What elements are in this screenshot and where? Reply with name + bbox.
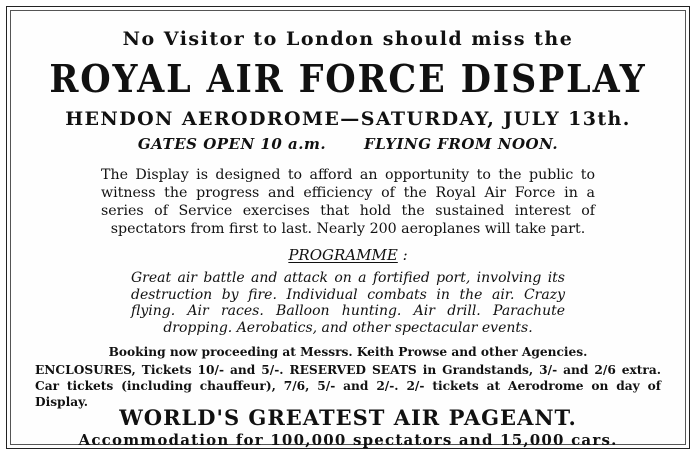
programme-heading-label: PROGRAMME [288, 246, 398, 264]
venue-and-date: HENDON AERODROME—SATURDAY, JULY 13th. [65, 108, 631, 130]
programme-heading [11, 246, 685, 264]
gates-open-time: GATES OPEN 10 a.m. [137, 135, 327, 153]
accommodation-line: Accommodation for 100,000 spectators and 15,000 cars. [78, 431, 618, 449]
description-paragraph: The Display is designed to afford an opportunity to the public to witness the progress and efficiency of the Royal Air Force in a series of Service exercises that hold the sustained interest of spectators from first to last. Nearly 200 aeroplanes will take part. [101, 167, 595, 237]
advertisement-inner-border [10, 10, 686, 449]
pageant-slogan: WORLD'S GREATEST AIR PAGEANT. [119, 405, 577, 430]
opening-times [11, 135, 685, 153]
ticket-prices [35, 362, 661, 410]
advertisement [6, 6, 690, 449]
display-title: ROYAL AIR FORCE DISPLAY [49, 56, 647, 101]
programme-text: Great air battle and attack on a fortified port, involving its destruction by fire. Individual combats in the air. Crazy flying. Air races. Balloon hunting. Air drill. Parachute dropping. Aerobatics, and other spectacular events. [131, 270, 565, 336]
headline-top: No Visitor to London should miss the [122, 28, 574, 50]
flying-start-time: FLYING FROM NOON. [364, 135, 559, 153]
enclosures-line: ENCLOSURES, Tickets 10/- and 5/-. RESERVED SEATS in Grandstands, 3/- and 2/6 extra. [35, 363, 661, 377]
booking-info: Booking now proceeding at Messrs. Keith Prowse and other Agencies. [108, 345, 588, 359]
car-tickets-line: Car tickets (including chauffeur), 7/6, 5/- and 2/-. 2/- tickets at Aerodrome on day of Display. [35, 379, 661, 409]
programme-heading-colon: : [402, 246, 408, 264]
